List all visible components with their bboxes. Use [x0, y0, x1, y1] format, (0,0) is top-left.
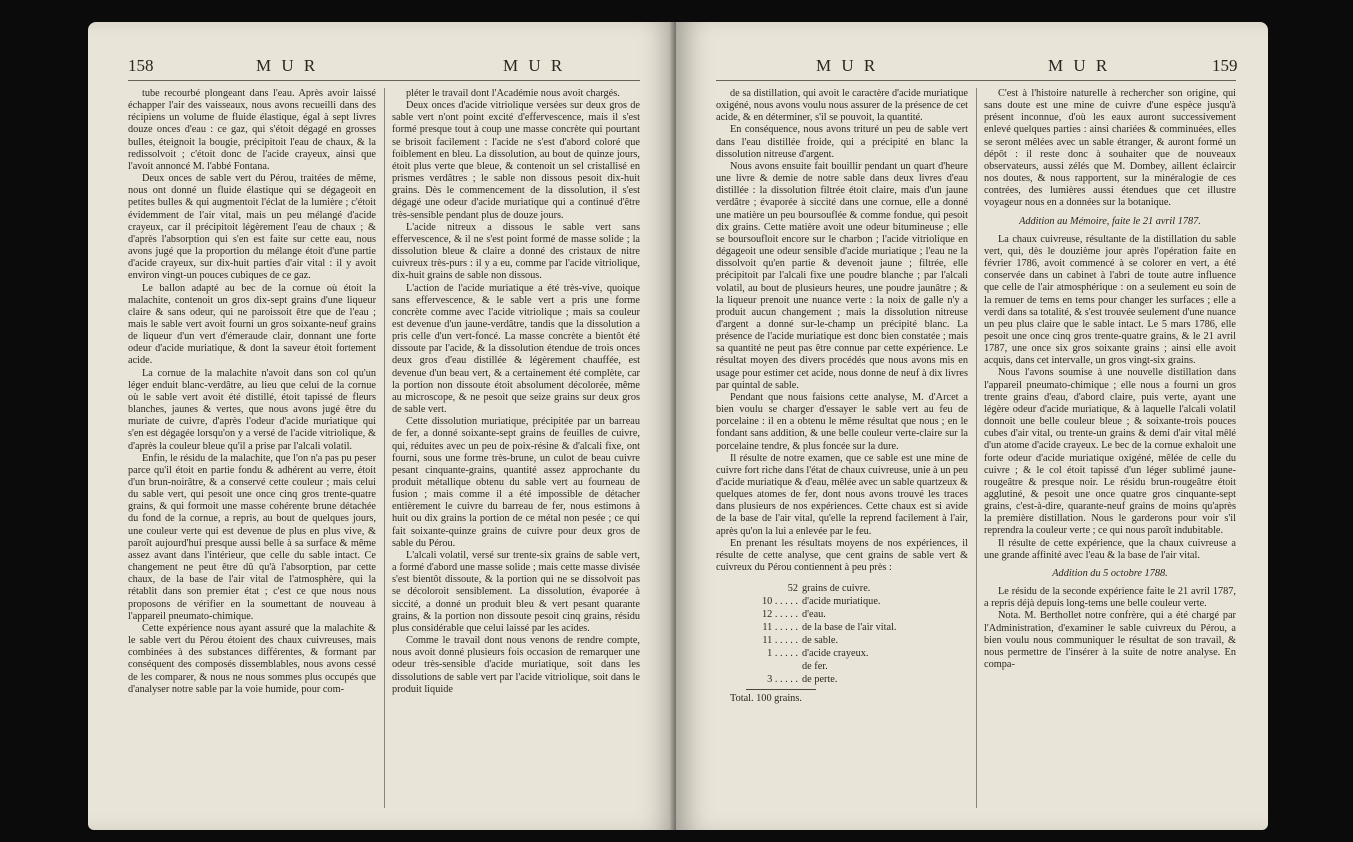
paragraph: C'est à l'histoire naturelle à rechercher son origine, qui sans doute est une mine de cuivre d'une espèce jusqu'à présent inconnue, d'où les eaux auront successivement enlevé quelques parties : ainsi chariées & comminuées, elles se seront mêlées avec un sable étranger, & auront formé un dépôt : il reste donc à souhaiter que de nouveaux observateurs, aussi zélés que M. Dombey, aillent éclaircir nos doutes, & nous rapportent, sur la minéralogie de ces contrées, des lumières aussi étendues que cet illustre voyageur nous en a données sur la botanique. — [984, 88, 1236, 209]
header-rule — [128, 80, 640, 81]
paragraph: En prenant les résultats moyens de nos expériences, il résulte de cette analyse, que cent grains de sable vert & cuivreux du Pérou contiennent à peu près : — [716, 537, 968, 574]
composition-quantity: 11 . . . . . — [762, 635, 798, 647]
composition-item: d'eau. — [802, 609, 826, 621]
right-page — [676, 22, 1268, 830]
text-column — [392, 88, 640, 808]
column-divider — [976, 88, 977, 808]
paragraph: Il résulte de cette expérience, que la chaux cuivreuse a une grande affinité avec l'eau & la base de l'air vital. — [984, 537, 1236, 561]
composition-row — [746, 647, 968, 660]
sum-rule — [746, 689, 816, 690]
left-page — [88, 22, 676, 830]
composition-quantity: 1 . . . . . — [767, 648, 798, 660]
paragraph: Deux onces d'acide vitriolique versées sur deux gros de sable vert n'ont point excité d'effervescence, mais il s'est formé presque tout à coup une masse concrète qui pourtant se brisoit facilement : l'acide ne s'est d'abord coloré que foiblement en bleu. La dissolution, au bout de quinze jours, étoit plus verte que bleue, & contenoit un sel cristallisé en prismes verdâtres ; le sable non dissous pesoit dix-huit grains. Dès le commencement de la dissolution, il s'est dégagé une odeur d'acide muriatique qui a continué d'être très-sensible pendant plus de douze jours. — [392, 100, 640, 221]
running-title: M U R — [1048, 56, 1111, 75]
paragraph: En conséquence, nous avons trituré un peu de sable vert dans l'eau distillée froide, qui a précipité en blanc la dissolution nitreuse d'argent. — [716, 124, 968, 160]
paragraph: Deux onces de sable vert du Pérou, traitées de même, nous ont donné un fluide élastique qui se dégageoit en petites bulles & qui augmentoit l'éclat de la lumière ; c'étoit évidemment de l'air vital, mais un peu mélangé d'acide crayeux, car il précipitoit légèrement l'eau de chaux ; & d'après l'absorption qui s'en est faite sur cette eau, nous avons jugé que la proportion du mélange étoit d'une partie d'acide crayeux, sur dix-huit parties d'air vital : il y avoit environ vingt-un pouces cubiques de ce gaz. — [128, 173, 376, 282]
paragraph: Le ballon adapté au bec de la cornue où étoit la malachite, contenoit un gros dix-sept grains d'une liqueur claire & sans odeur, qui ne paroissoit être que de l'eau ; mais le sable vert avoit fourni un gros soixante-neuf grains de liqueur d'un vert d'émeraude clair, donnant une forte odeur d'acide muriatique, & dont la saveur étoit fortement acide. — [128, 282, 376, 367]
paragraph: Enfin, le résidu de la malachite, que l'on n'a pas pu peser parce qu'il étoit en partie fondu & adhérent au verre, étoit d'un brun-noirâtre, & a conservé cette couleur ; mais celui du sable vert, qui pesoit une once cinq gros trente-quatre grains, & qui formoit une masse cohérente brune détachée du fond de la cornue, a repris, au bout de quelques jours, une couleur verte qui est devenue de plus en plus vive, & paroît aujourd'hui presque aussi belle à sa surface & même assez avant dans l'intérieur, que celle du sable intact. Ce changement ne peut être dû qu'à l'absorption, par cette chaux, de la base de l'air vital de l'atmosphère, qui la rétablit dans son premier état ; c'est ce que nous nous proposons de vérifier en la soumettant de nouveau à l'appareil pneumato-chimique. — [128, 452, 376, 622]
composition-quantity: 12 . . . . . — [761, 609, 798, 621]
composition-total: Total. 100 grains. — [730, 693, 802, 705]
page-number: 158 — [128, 56, 154, 75]
page-number: 159 — [1212, 56, 1238, 75]
composition-item: d'acide crayeux. — [802, 648, 869, 660]
composition-row — [746, 621, 968, 634]
paragraph: Nota. M. Berthollet notre confrère, qui a été chargé par l'Administration, d'examiner le sable cuivreux du Pérou, a bien voulu nous communiquer le résultat de son travail, & nous permettre de l'insérer à la suite de notre analyse. En compa- — [984, 610, 1236, 671]
running-title: M U R — [816, 56, 879, 75]
composition-row — [746, 608, 968, 621]
composition-item: de sable. — [802, 635, 839, 647]
paragraph: Nous avons ensuite fait bouillir pendant un quart d'heure une livre & demie de notre sable dans deux livres d'eau distillée : la dissolution filtrée étoit claire, mais d'un jaune verdâtre ; évaporée à siccité dans une cornue, elle a donné une matière un peu boursouflée & comme fondue, qui pesoit dix grains. Cette matière avoit une odeur bitumineuse ; elle se boursoufloit encore sur le charbon ; l'acide vitriolique en dégageoit une odeur sensible d'acide muriatique ; l'eau ne la dissolvoit qu'en partie & devenoit jaune ; filtrée, elle précipitoit par l'alcali fixe une poudre blanche ; par l'alcali volatil, au bout de plusieurs heures, une poudre jaunâtre ; & la liqueur prenoit une nuance verte : la noix de galle n'y a produit aucun changement ; mais la dissolution nitreuse d'argent a donné sur-le-champ un précipité blanc. La présence de l'acide muriatique est donc bien constatée ; mais sa quantité ne peut pas être connue par cette expérience. Le résultat moyen des divers procédés que nous avons mis en usage pour estimer cet acide, nous donne de neuf à dix livres par quintal de sable. — [716, 160, 968, 391]
header-rule — [716, 80, 1236, 81]
composition-quantity: 11 . . . . . — [762, 622, 798, 634]
composition-item: de fer. — [802, 661, 828, 673]
composition-quantity: 10 . . . . . — [761, 596, 798, 608]
paragraph: tube recourbé plongeant dans l'eau. Après avoir laissé échapper l'air des vaisseaux, nous avons recueilli dans des récipiens un volume de fluide élastique, égal à sept livres douze onces d'eau : ce gaz, qui s'étoit dégagé en grosses bulles, éteignoit la bougie, précipitoit l'eau de chaux, & la redissolvoit ; c'étoit donc de l'acide crayeux, ainsi que l'avoit annoncé M. l'abbé Fontana. — [128, 88, 376, 172]
paragraph: L'alcali volatil, versé sur trente-six grains de sable vert, a formé d'abord une masse solide ; mais cette masse divisée s'est bientôt dissoute, & la portion qui ne se dissolvoit pas se décoloroit sensiblement. La dissolution, évaporée à siccité, a donné un produit bleu & vert pesant quarante grains, & la portion non dissoute pesoit cinq grains, résidu plus considérable que celui laissé par les acides. — [392, 549, 640, 634]
composition-item: d'acide muriatique. — [802, 596, 881, 608]
composition-item: de perte. — [802, 674, 838, 686]
paragraph: La cornue de la malachite n'avoit dans son col qu'un léger enduit blanc-verdâtre, au lieu que celui de la cornue où le sable vert avoit été distillé, étoit tapissé de fleurs blanches, jaunes & vertes, que nous avons jugé être du muriate de cuivre, d'après l'odeur d'acide muriatique qui s'en est dégagée lorsqu'on y a versé de l'acide vitriolique, & d'après la couleur bleue qu'il a prise par l'alcali volatil. — [128, 367, 376, 452]
composition-row — [746, 634, 968, 647]
paragraph: L'acide nitreux a dissous le sable vert sans effervescence, & il ne s'est point formé de masse solide ; la dissolution bleue & claire a donné des cristaux de nitre cuivreux très-purs : il y a eu, comme par l'acide vitriolique, dix-huit grains de sable non dissous. — [392, 221, 640, 282]
paragraph: Cette expérience nous ayant assuré que la malachite & le sable vert du Pérou étoient des chaux cuivreuses, mais combinées à des substances différentes, & formant par conséquent des composés dissemblables, nous avons cessé de les comparer, & nous ne nous sommes plus occupés que d'analyser notre sable par la voie humide, pour com- — [128, 622, 376, 695]
composition-item: de la base de l'air vital. — [802, 622, 897, 634]
paragraph: pléter le travail dont l'Académie nous avoit chargés. — [406, 88, 620, 99]
paragraph: Nous l'avons soumise à une nouvelle distillation dans l'appareil pneumato-chimique ; elle nous a fourni un gros trente grains d'eau, d'abord claire, puis verte, ayant une légère odeur d'acide muriatique, & à laquelle l'alcali volatil donnoit une belle couleur bleue ; & soixante-trois pouces cubes d'air vital, ou trente-un grains & demi d'air vital mêlé d'un atome d'acide crayeux. Le bec de la cornue exhaloit une forte odeur d'acide muriatique oxigéné, mêlée de celle du cuivre ; & le col étoit tapissé d'un léger sublimé jaune-rougeâtre & presque noir. Le résidu brun-rougeâtre étoit agglutiné, & pesoit une once quatre gros cinquante-sept grains, c'est-à-dire, quarante-neuf grains de moins qu'après la première distillation. Nous le garderons pour voir s'il reprendra la couleur verte ; ce qui nous paroît indubitable. — [984, 367, 1236, 537]
composition-row — [746, 673, 968, 686]
text-column — [128, 88, 376, 808]
paragraph: La chaux cuivreuse, résultante de la distillation du sable vert, qui, dès le douzième jour après l'opération faite en février 1786, avoit commencé à se colorer en vert, a été conservée dans un cabinet à l'abri de toute autre influence que celle de l'air atmosphérique : on a seulement eu soin de la remuer de tems en tems pour changer les surfaces ; elle a verdi dans sa totalité, & s'est trouvée seulement d'une nuance un peu plus claire que le sable intact. Le 5 mars 1786, elle pesoit une once cinq gros trente-quatre grains, & le 21 avril 1787, une once six gros soixante grains ; ainsi elle avoit acquis, dans cet intervalle, un gros vingt-six grains. — [984, 233, 1236, 367]
addition-heading: Addition du 5 octobre 1788. — [1052, 567, 1168, 579]
paragraph: L'action de l'acide muriatique a été très-vive, quoique sans effervescence, & le sable vert a pris une forme concrète comme avec l'acide vitriolique ; mais sa couleur est devenue d'un jaune-verdâtre, tandis que la dissolution a pris celle d'un vert-foncé. La masse concrète a bientôt été dissoute par l'acide, & la dissolution étendue de trois onces deux gros d'eau distillée & légèrement chauffée, est devenue d'un beau vert, & a certainement été complète, car la portion non dissoute étoit absolument décolorée, même au microscope, & ne pesoit que seize grains sur deux gros de sable vert. — [392, 282, 640, 416]
paragraph: Le résidu de la seconde expérience faite le 21 avril 1787, a repris déjà depuis long-tems une belle couleur verte. — [984, 586, 1236, 610]
composition-row — [746, 582, 968, 595]
paragraph: Cette dissolution muriatique, précipitée par un barreau de fer, a donné soixante-sept grains de feuilles de cuivre, qui, réduites avec un peu de poix-résine & d'alcali fixe, ont fourni, sous une forme très-brune, un culot de beau cuivre pesant cinquante-grains, quantité assez approchante du produit métallique obtenu du sable vert au fourneau de fusion ; mais comme il a été impossible de détacher entièrement le cuivre du barreau de fer, nous estimons à huit ou dix grains la portion de ce métal non pesée ; ce qui fait soixante-quinze grains de cuivre pour deux gros de sable du Pérou. — [392, 416, 640, 549]
column-divider — [384, 88, 385, 808]
composition-quantity: 3 . . . . . — [767, 674, 798, 686]
composition-row — [746, 660, 968, 673]
text-column — [716, 88, 968, 808]
composition-row — [746, 595, 968, 608]
paragraph: de sa distillation, qui avoit le caractère d'acide muriatique oxigéné, nous avons voulu nous assurer de la présence de cet acide, & en déterminer, s'il se pouvoit, la quantité. — [716, 88, 968, 124]
paragraph: Comme le travail dont nous venons de rendre compte, nous avoit donné plusieurs fois occasion de remarquer une odeur très-sensible d'acide muriatique, soit dans les dissolutions de sable vert par l'acide vitriolique, soit dans le produit liquide — [392, 635, 640, 695]
running-title: M U R — [503, 56, 566, 75]
addition-heading: Addition au Mémoire, faite le 21 avril 1787. — [1019, 215, 1201, 227]
text-column — [984, 88, 1236, 808]
paragraph: Pendant que nous faisions cette analyse, M. d'Arcet a bien voulu se charger d'essayer le sable vert au feu de porcelaine : il en a obtenu le même résultat que nous ; en le fondant sans addition, & une belle couleur verte-claire sur la porcelaine tendre, & plus foncée sur la dure. — [716, 391, 968, 452]
composition-quantity: 52 — [787, 583, 798, 595]
composition-item: grains de cuivre. — [802, 583, 871, 595]
running-title: M U R — [256, 56, 319, 75]
composition-quantity — [746, 660, 802, 673]
composition-table — [746, 582, 968, 686]
paragraph: Il résulte de notre examen, que ce sable est une mine de cuivre fort riche dans l'état de chaux cuivreuse, unie à un peu d'acide muriatique & d'eau, mêlée avec un sable quartzeux & quelques atomes de fer, dont nous avons trouvé les traces dans plusieurs de nos expériences. Cette chaux est si avide de la base de l'air vital, qu'elle la reprend facilement à l'air, après qu'on la lui a enlevée par le feu. — [716, 452, 968, 537]
